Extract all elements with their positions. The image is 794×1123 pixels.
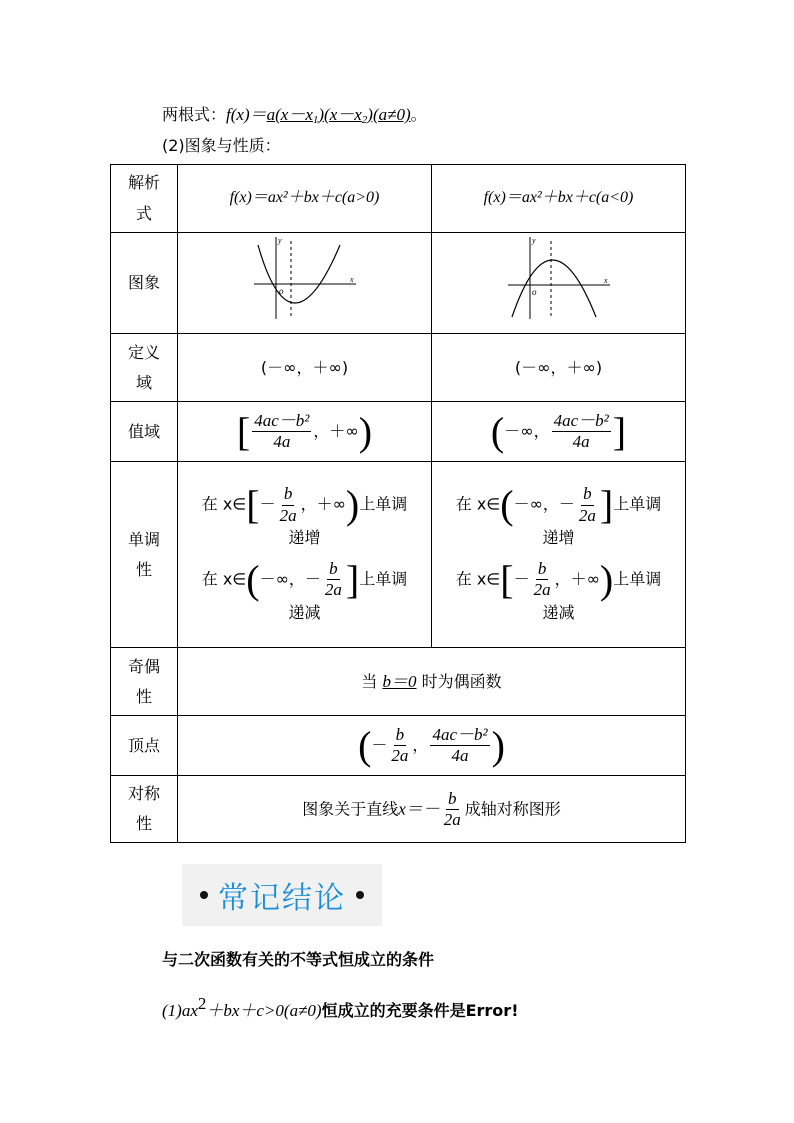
bullet-dot-icon <box>356 891 364 899</box>
range-fraction: $\frac{\text{4ac－b²}}{4a}$ <box>254 411 310 452</box>
conclusion-line: $(1)ax^2+bx+c>0(a\ne 0)$恒成立的充要条件是Error! <box>162 994 519 1020</box>
x-label: x <box>349 275 354 284</box>
row-monotonicity <box>111 462 686 648</box>
y-label: y <box>277 236 282 245</box>
header-vertex: 顶点 <box>111 716 178 776</box>
mono-decreasing: 在 x∈[－ $\frac{b}{2a}$ ，＋∞)上单调 递减 <box>455 556 662 622</box>
header-domain: 定义 域 <box>111 334 178 402</box>
row-parity <box>111 648 686 716</box>
origin-label: o <box>531 287 536 297</box>
graph-negative <box>432 233 686 334</box>
expr-negative: f(x)＝ax²＋bx＋c(a<0) <box>432 165 686 233</box>
conclusion-title: 与二次函数有关的不等式恒成立的条件 <box>162 950 435 969</box>
row-range <box>111 402 686 462</box>
mono-positive <box>178 462 432 648</box>
range-positive <box>178 402 432 462</box>
parabola-down-graph <box>504 233 614 323</box>
domain-negative: (－∞，＋∞) <box>432 334 686 402</box>
symmetry-value: 图象关于直线x＝－ $\frac{b}{2a}$ 成轴对称图形 <box>178 776 686 843</box>
expr-positive: f(x)＝ax²＋bx＋c(a>0) <box>178 165 432 233</box>
left-bracket: [ <box>236 408 251 454</box>
y-label: y <box>531 236 536 245</box>
row-expression <box>111 165 686 233</box>
origin-label: o <box>278 286 283 296</box>
intro-label: 两根式： <box>162 105 227 124</box>
graph-positive <box>178 233 432 334</box>
range-fraction: $\frac{\text{4ac－b²}}{4a}$ <box>553 411 609 452</box>
mono-increasing: 在 x∈(－∞，－ $\frac{b}{2a}$ ]上单调 递增 <box>455 482 662 548</box>
row-symmetry <box>111 776 686 843</box>
row-graph <box>111 233 686 334</box>
intro-end: 。 <box>410 105 427 124</box>
parabola-curve <box>512 260 596 317</box>
domain-positive: (－∞，＋∞) <box>178 334 432 402</box>
header-range: 值域 <box>111 402 178 462</box>
parabola-curve <box>258 245 340 303</box>
intro-line <box>162 100 427 126</box>
parabola-up-graph <box>250 233 360 323</box>
conclusion-badge <box>182 864 382 926</box>
x-label: x <box>603 276 608 285</box>
parity-value: 当 b＝0 时为偶函数 <box>178 648 686 716</box>
header-symmetry: 对称 性 <box>111 776 178 843</box>
mono-increasing: 在 x∈[－ $\frac{b}{2a}$ ，＋∞)上单调 递增 <box>201 482 408 548</box>
bullet-dot-icon <box>200 891 208 899</box>
intro-formula: $a(x-x_1)(x-x_2)(a\ne 0)$ <box>266 105 411 126</box>
vertex-value: (－ $\frac{b}{2a}$ ， $\frac{\text{4ac－b²}}{4a}$ ) <box>178 716 686 776</box>
range-lower: －∞， <box>504 421 550 441</box>
mono-negative <box>432 462 686 648</box>
badge-title: 常记结论 <box>218 881 346 916</box>
section-heading: (2)图象与性质： <box>162 136 281 155</box>
left-paren: ( <box>490 408 505 454</box>
mono-decreasing: 在 x∈(－∞，－ $\frac{b}{2a}$ ]上单调 递减 <box>201 556 408 622</box>
properties-table <box>110 164 686 843</box>
intro-fx: f(x)＝ <box>226 105 267 124</box>
right-paren: ) <box>358 408 373 454</box>
range-negative <box>432 402 686 462</box>
header-graph: 图象 <box>111 233 178 334</box>
right-bracket: ] <box>612 408 627 454</box>
header-parity: 奇偶 性 <box>111 648 178 716</box>
header-expression: 解析 式 <box>111 165 178 233</box>
range-upper: ，＋∞ <box>313 421 359 441</box>
row-vertex <box>111 716 686 776</box>
row-domain <box>111 334 686 402</box>
header-monotonicity: 单调 性 <box>111 462 178 648</box>
